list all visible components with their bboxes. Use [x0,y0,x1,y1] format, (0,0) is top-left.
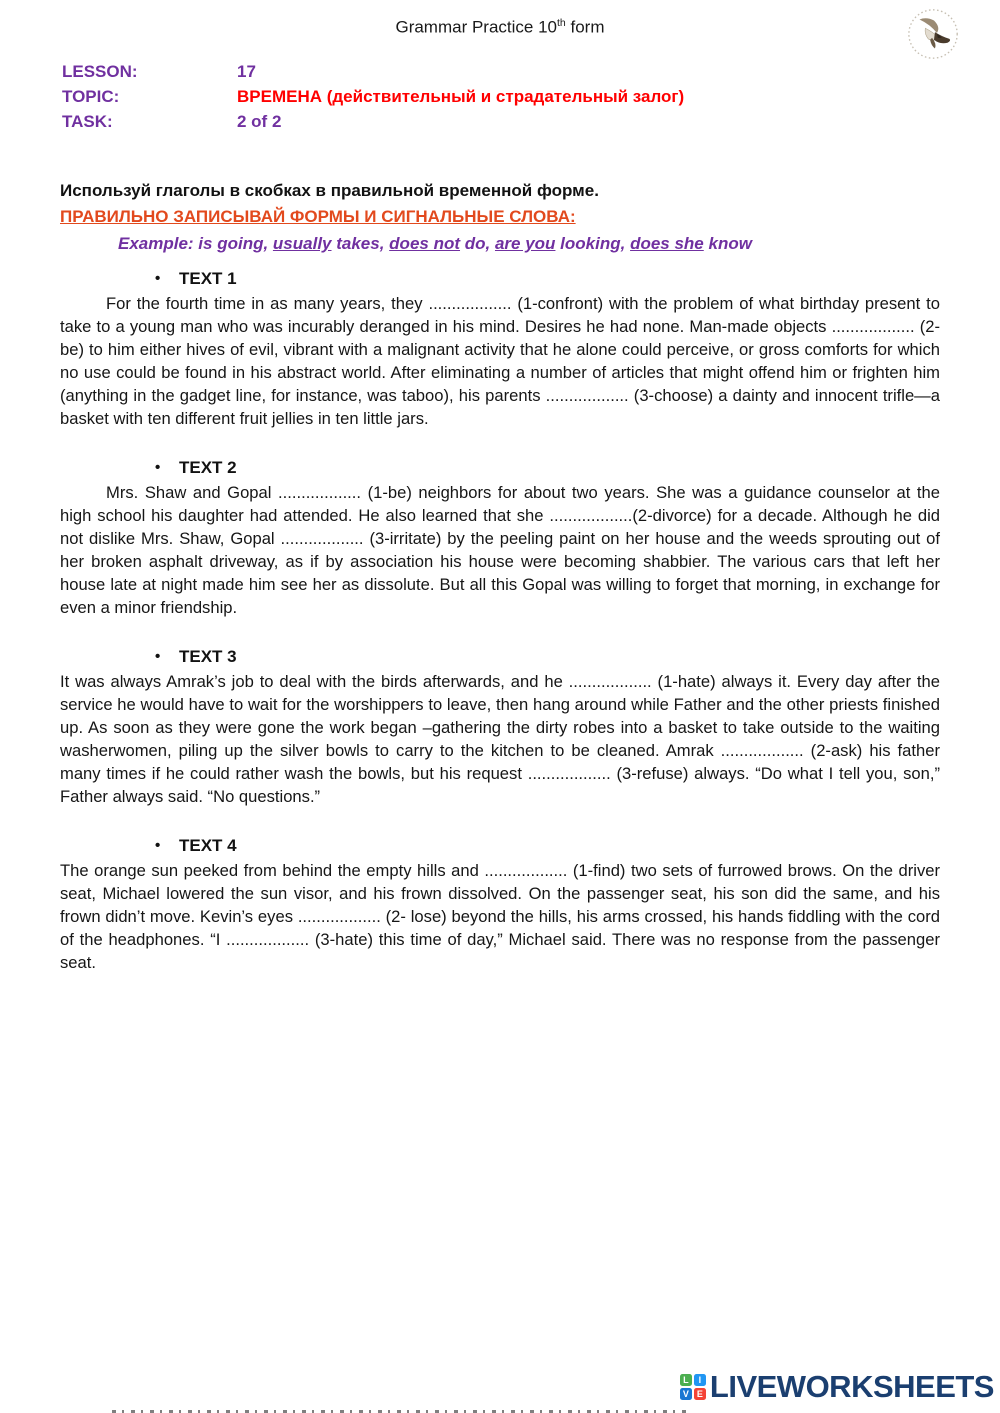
header-field-row [62,109,940,134]
section-paragraph: Mrs. Shaw and Gopal .................. (1-be) neighbors for about two years. She was a guidance counselor at the high school his daughter had attended. He also learned that she ..................(2-divorce) for a decade. Although he did not dislike Mrs. Shaw, Gopal .................. (3-irritate) by the peeling paint on her house and the weeds sprouting out of her broken asphalt driveway, as if by association his house were becoming shabbier. The various cars that left her house late at night made him see her as dissolute. But all this Gopal was willing to forget that morning, in exchange for even a minor friendship. [60,482,940,617]
bullet-icon: • [155,836,161,854]
example-text: do, [460,233,495,253]
section-paragraph: For the fourth time in as many years, they .................. (1-confront) with the problem of what birthday present to take to a young man who was incurably deranged in his mind. Desires he had none. Man-made objects .................. (2-be) to him either hives of evil, vibrant with a malignant activity that he alone could perceive, or gross comforts for which no use could be found in his abstract world. After eliminating a number of articles that might offend him or frighten him (anything in the gadget line, for instance, was taboo), his parents .................. (3-choose) a dainty and innocent trifle—a basket with ten different fruit jellies in ten little jars. [60,293,940,428]
header-field-row [62,59,940,84]
example-underlined-term: usually [272,233,332,253]
field-value: ВРЕМЕНА (действительный и страдательный залог) [237,86,685,106]
page-title [0,0,1000,38]
section-title: TEXT 1 [179,268,237,288]
section-heading [60,267,940,290]
header-field-row [62,84,940,109]
example-underlined-term: does she [630,233,704,253]
section-paragraph: It was always Amrak’s job to deal with the birds afterwards, and he .................. (1-hate) always it. Every day after the service he would have to wait for the worshippers to leave, then hang around while Father and the other priests finished up. As soon as they were gone the work began –gathering the dirty robes into a basket to take outside to the waiting washerwomen, piling up the silver bowls to carry to the kitchen to be cleaned. Amrak .................. (2-ask) his father many times if he could rather wash the bowls, but his request .................. (3-refuse) always. “Do what I tell you, son,” Father always said. “No questions.” [60,671,940,806]
text-section [60,645,940,808]
section-heading [60,456,940,479]
bird-logo-icon [905,5,963,63]
section-heading [60,834,940,857]
text-section [60,834,940,974]
example-text: looking, [555,233,631,253]
field-label: TASK: [62,111,113,131]
section-paragraph: The orange sun peeked from behind the empty hills and .................. (1-find) two sets of furrowed brows. On the driver seat, Michael lowered the sun visor, and his frown dissolved. On the passenger seat, his son did the same, and his frown didn’t move. Kevin’s eyes .................. (2- lose) beyond the hills, his arms crossed, his hands fiddling with the cord of the headphones. “I .................. (3-hate) this time of day,” Michael said. There was no response from the passenger seat. [60,860,940,972]
section-title: TEXT 4 [179,835,237,855]
page-title-prefix: Grammar Practice 10 [395,17,558,37]
section-heading [60,645,940,668]
page-title-suffix: form [565,17,605,37]
example-underlined-term: does not [389,233,461,253]
example-line [118,231,940,257]
page-title-superscript: th [557,17,566,29]
task-warning: ПРАВИЛЬНО ЗАПИСЫВАЙ ФОРМЫ И СИГНАЛЬНЫЕ СЛОВА: [60,206,576,226]
example-text: Example: is going, [118,233,273,253]
example-underlined-term: are you [494,233,556,253]
liveworksheets-footer [680,1369,994,1405]
school-emblem [905,5,963,63]
bullet-icon: • [155,269,161,287]
field-label: LESSON: [62,61,138,81]
text-sections [60,267,940,974]
field-value: 17 [237,61,256,81]
section-title: TEXT 2 [179,457,237,477]
bullet-icon: • [155,458,161,476]
example-text: know [703,233,752,253]
field-label: TOPIC: [62,86,120,106]
liveworksheets-logo-tile-i: I [694,1374,706,1386]
liveworksheets-logo-icon [680,1374,706,1400]
liveworksheets-logo-tile-v: V [680,1388,692,1400]
text-section [60,267,940,430]
field-value: 2 of 2 [237,111,282,131]
section-title: TEXT 3 [179,646,237,666]
liveworksheets-brand: LIVEWORKSHEETS [709,1369,994,1404]
lesson-info [62,59,940,134]
liveworksheets-logo-tile-e: E [694,1388,706,1400]
example-text: takes, [331,233,390,253]
text-section [60,456,940,619]
bullet-icon: • [155,647,161,665]
task-directive: Используй глаголы в скобках в правильной временной форме. [60,180,599,200]
liveworksheets-logo-tile-l: L [680,1374,692,1386]
